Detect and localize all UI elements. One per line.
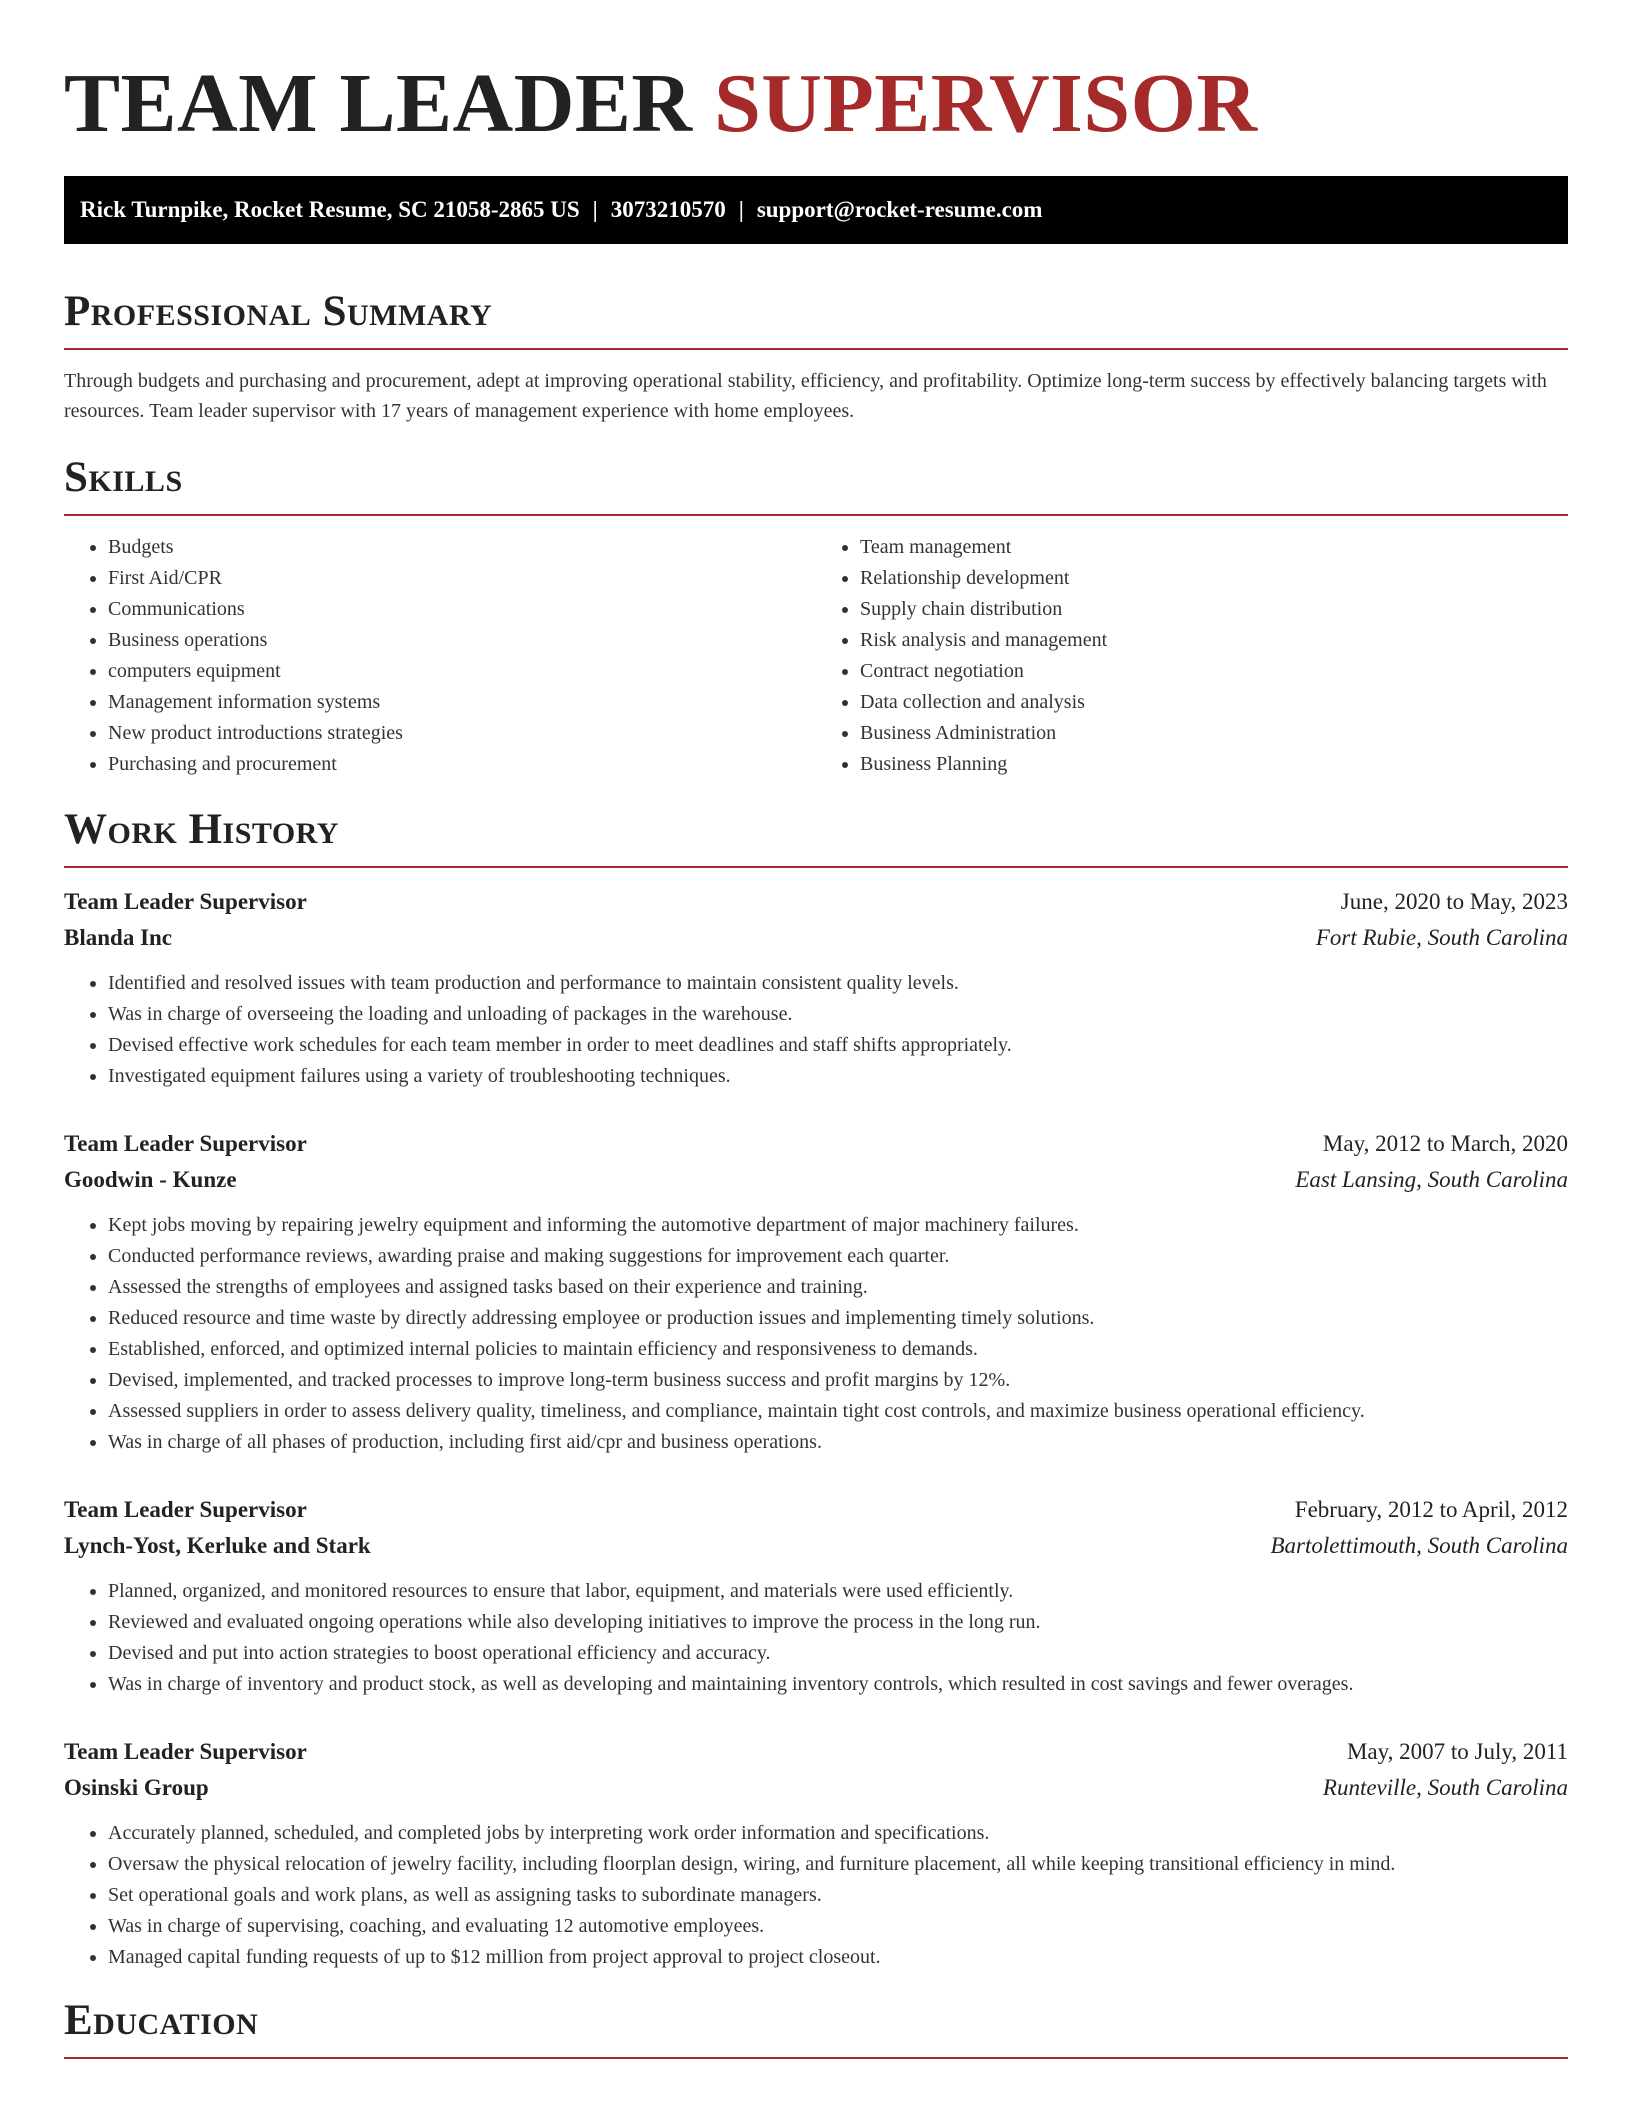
list-item: • Communications	[108, 594, 816, 625]
list-item: • Assessed suppliers in order to assess delivery quality, timeliness, and compliance, maintain tight cost controls, and maximize business operational efficiency.	[108, 1396, 1568, 1427]
list-item: • Relationship development	[860, 563, 1568, 594]
job-header-row	[64, 884, 1568, 920]
list-item: • Established, enforced, and optimized internal policies to maintain efficiency and responsiveness to demands.	[108, 1334, 1568, 1365]
job-header-row	[64, 1734, 1568, 1770]
job-bullets	[64, 1576, 1568, 1700]
job-list	[64, 884, 1568, 1973]
list-item: • Conducted performance reviews, awarding praise and making suggestions for improvement each quarter.	[108, 1241, 1568, 1272]
list-item: • Devised and put into action strategies to boost operational efficiency and accuracy.	[108, 1638, 1568, 1669]
list-item: • Business Administration	[860, 718, 1568, 749]
contact-separator: |	[592, 197, 598, 222]
job-company-row	[64, 920, 1568, 956]
skills-list	[64, 532, 1568, 780]
skills-section	[64, 452, 1568, 780]
job-location: Runteville, South Carolina	[1322, 1775, 1568, 1800]
list-item: • Team management	[860, 532, 1568, 563]
list-item: • Accurately planned, scheduled, and completed jobs by interpreting work order information and specifications.	[108, 1818, 1568, 1849]
work-history-section	[64, 804, 1568, 1973]
title-main: TEAM LEADER	[64, 57, 693, 150]
list-item: • Set operational goals and work plans, as well as assigning tasks to subordinate managers.	[108, 1880, 1568, 1911]
job-bullets	[64, 1818, 1568, 1973]
skills-column-left	[64, 532, 816, 780]
list-item: • Data collection and analysis	[860, 687, 1568, 718]
list-item: • Was in charge of inventory and product stock, as well as developing and maintaining inventory controls, which resulted in cost savings and fewer overages.	[108, 1669, 1568, 1700]
section-divider	[64, 348, 1568, 350]
job-dates: May, 2007 to July, 2011	[1346, 1739, 1568, 1764]
job-title: Team Leader Supervisor	[64, 1131, 307, 1156]
list-item: • Supply chain distribution	[860, 594, 1568, 625]
list-item: • Risk analysis and management	[860, 625, 1568, 656]
list-item: • Was in charge of overseeing the loading and unloading of packages in the warehouse.	[108, 999, 1568, 1030]
job-dates: May, 2012 to March, 2020	[1322, 1131, 1568, 1156]
job-header-row	[64, 1492, 1568, 1528]
list-item: • Managed capital funding requests of up to $12 million from project approval to project closeout.	[108, 1942, 1568, 1973]
contact-email: support@rocket-resume.com	[756, 197, 1043, 222]
list-item: • Budgets	[108, 532, 816, 563]
contact-separator: |	[738, 197, 744, 222]
summary-section	[64, 286, 1568, 426]
job-dates: February, 2012 to April, 2012	[1294, 1497, 1568, 1522]
skills-column-right	[816, 532, 1568, 780]
section-divider	[64, 514, 1568, 516]
list-item: • Management information systems	[108, 687, 816, 718]
contact-address: Rick Turnpike, Rocket Resume, SC 21058-2865 US	[80, 197, 580, 222]
list-item: • First Aid/CPR	[108, 563, 816, 594]
skills-heading: Skills	[64, 454, 183, 501]
education-section	[64, 1995, 1568, 2059]
list-item: • Identified and resolved issues with team production and performance to maintain consistent quality levels.	[108, 968, 1568, 999]
job-dates: June, 2020 to May, 2023	[1340, 889, 1568, 914]
contact-bar	[64, 176, 1568, 244]
list-item: • computers equipment	[108, 656, 816, 687]
job-location: East Lansing, South Carolina	[1295, 1167, 1568, 1192]
list-item: • Reviewed and evaluated ongoing operations while also developing initiatives to improve the process in the long run.	[108, 1607, 1568, 1638]
job-entry	[64, 1492, 1568, 1700]
list-item: • Devised, implemented, and tracked processes to improve long-term business success and profit margins by 12%.	[108, 1365, 1568, 1396]
work-history-heading: Work History	[64, 806, 339, 853]
list-item: • New product introductions strategies	[108, 718, 816, 749]
summary-heading: Professional Summary	[64, 288, 493, 335]
contact-phone: 3073210570	[610, 197, 726, 222]
list-item: • Investigated equipment failures using a variety of troubleshooting techniques.	[108, 1061, 1568, 1092]
list-item: • Oversaw the physical relocation of jewelry facility, including floorplan design, wiring, and furniture placement, all while keeping transitional efficiency in mind.	[108, 1849, 1568, 1880]
list-item: • Business operations	[108, 625, 816, 656]
list-item: • Was in charge of all phases of production, including first aid/cpr and business operations.	[108, 1427, 1568, 1458]
education-heading: Education	[64, 1997, 259, 2044]
job-company: Osinski Group	[64, 1775, 209, 1800]
job-company: Lynch-Yost, Kerluke and Stark	[64, 1533, 371, 1558]
list-item: • Planned, organized, and monitored resources to ensure that labor, equipment, and materials were used efficiently.	[108, 1576, 1568, 1607]
list-item: • Kept jobs moving by repairing jewelry equipment and informing the automotive department of major machinery failures.	[108, 1210, 1568, 1241]
job-header-row	[64, 1126, 1568, 1162]
resume-title	[64, 58, 1568, 150]
section-divider	[64, 2057, 1568, 2059]
job-location: Fort Rubie, South Carolina	[1315, 925, 1568, 950]
job-company-row	[64, 1528, 1568, 1564]
job-company-row	[64, 1162, 1568, 1198]
job-company-row	[64, 1770, 1568, 1806]
job-entry	[64, 1734, 1568, 1973]
list-item: • Was in charge of supervising, coaching, and evaluating 12 automotive employees.	[108, 1911, 1568, 1942]
job-company: Goodwin - Kunze	[64, 1167, 237, 1192]
job-entry	[64, 1126, 1568, 1458]
list-item: • Assessed the strengths of employees and assigned tasks based on their experience and training.	[108, 1272, 1568, 1303]
summary-text: Through budgets and purchasing and procurement, adept at improving operational stability, efficiency, and profitability. Optimize long-term success by effectively balancing targets with resources. Team leader supervisor with 17 years of management experience with home employees.	[64, 370, 1547, 422]
list-item: • Contract negotiation	[860, 656, 1568, 687]
job-bullets	[64, 968, 1568, 1092]
job-company: Blanda Inc	[64, 925, 173, 950]
title-accent: SUPERVISOR	[714, 57, 1258, 150]
list-item: • Purchasing and procurement	[108, 749, 816, 780]
job-title: Team Leader Supervisor	[64, 889, 307, 914]
section-divider	[64, 866, 1568, 868]
job-entry	[64, 884, 1568, 1092]
job-location: Bartolettimouth, South Carolina	[1270, 1533, 1568, 1558]
job-bullets	[64, 1210, 1568, 1458]
list-item: • Devised effective work schedules for each team member in order to meet deadlines and staff shifts appropriately.	[108, 1030, 1568, 1061]
list-item: • Business Planning	[860, 749, 1568, 780]
job-title: Team Leader Supervisor	[64, 1739, 307, 1764]
job-title: Team Leader Supervisor	[64, 1497, 307, 1522]
list-item: • Reduced resource and time waste by directly addressing employee or production issues and implementing timely solutions.	[108, 1303, 1568, 1334]
